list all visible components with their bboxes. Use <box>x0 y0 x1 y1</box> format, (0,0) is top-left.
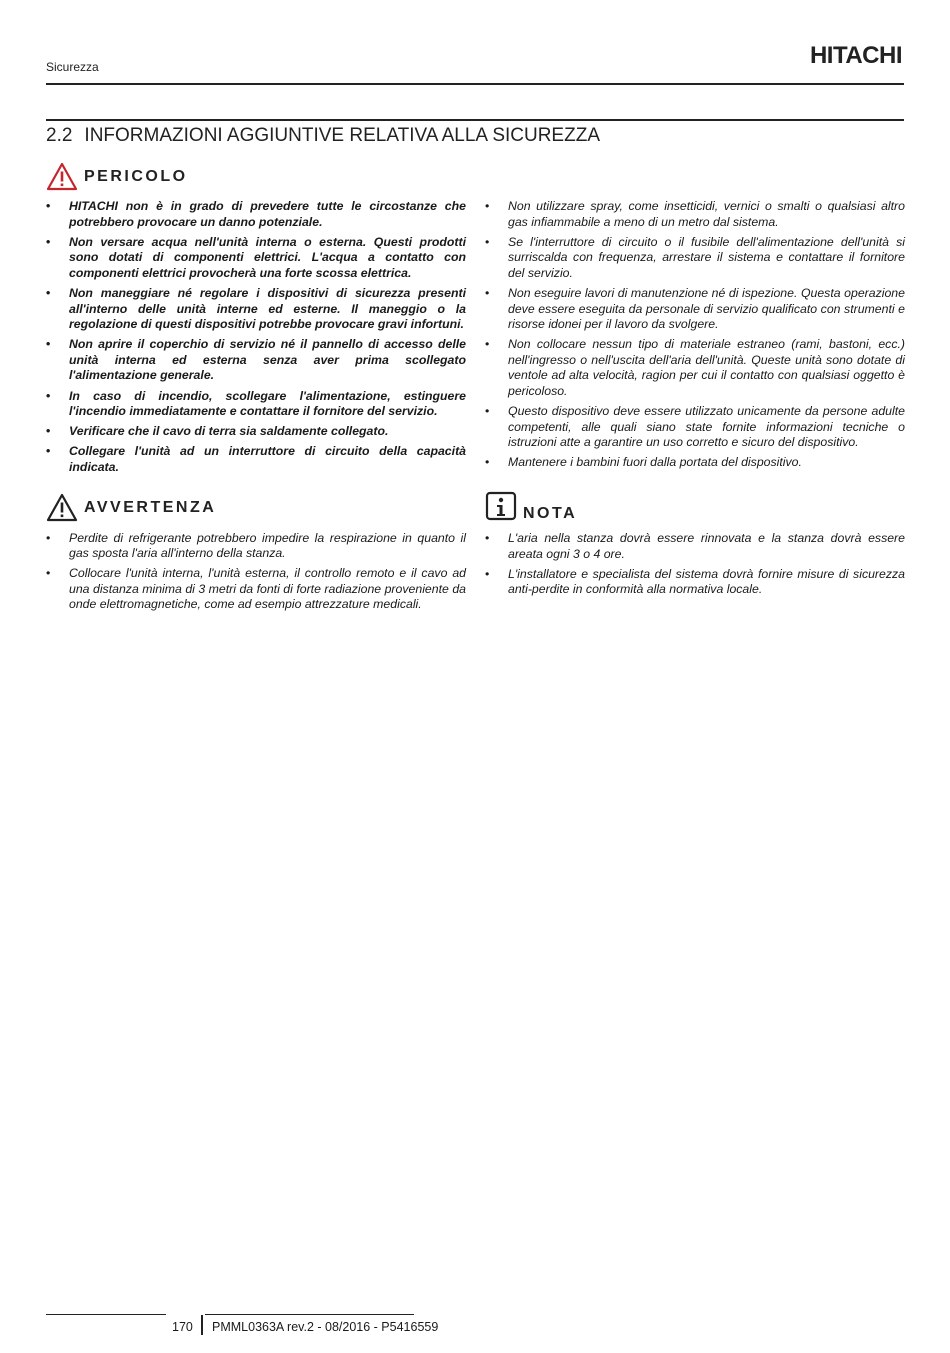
footer-separator <box>201 1315 203 1335</box>
list-item: • Verificare che il cavo di terra sia saldamente collegato. <box>46 424 466 440</box>
section-title-text: INFORMAZIONI AGGIUNTIVE RELATIVA ALLA SICUREZZA <box>84 125 600 146</box>
list-item: • Non collocare nessun tipo di materiale estraneo (rami, bastoni, ecc.) nell'ingresso o nell'uscita dell'aria dell'unità. Queste unità sono dotate di ventole ad alta velocità, ragion per cui il contatto con qualsiasi oggetto è pericoloso. <box>485 337 905 399</box>
list-item: • L'installatore e specialista del sistema dovrà fornire misure di sicurezza anti-perdite in conformità alla normativa locale. <box>485 567 905 598</box>
list-item: • Collegare l'unità ad un interruttore di circuito della capacità indicata. <box>46 444 466 475</box>
list-item: • Non aprire il coperchio di servizio né il pannello di accesso delle unità interna ed esterna senza aver prima scollegato l'alimentazione generale. <box>46 337 466 384</box>
nota-heading <box>485 487 905 527</box>
warning-triangle-icon <box>46 493 78 523</box>
left-column <box>46 160 466 617</box>
section-divider <box>46 119 904 121</box>
list-item: • Non eseguire lavori di manutenzione né di ispezione. Questa operazione deve essere eseguita da personale di servizio qualificato con strumenti e risorse idonei per il lavoro da svolgere. <box>485 286 905 333</box>
list-item: • In caso di incendio, scollegare l'alimentazione, estinguere l'incendio immediatamente e contattare il fornitore del servizio. <box>46 389 466 420</box>
document-reference: PMML0363A rev.2 - 08/2016 - P5416559 <box>212 1320 439 1334</box>
footer-divider-right <box>205 1314 414 1315</box>
list-item: • Mantenere i bambini fuori dalla portata del dispositivo. <box>485 455 905 471</box>
section-number: 2.2 <box>46 125 73 146</box>
avvertenza-heading <box>46 491 466 525</box>
hitachi-logo: HITACHI <box>809 42 902 69</box>
right-list <box>485 199 905 471</box>
nota-title: NOTA <box>523 505 578 522</box>
header-section-label: Sicurezza <box>46 60 99 74</box>
nota-list <box>485 531 905 598</box>
list-item: • Perdite di refrigerante potrebbero impedire la respirazione in quanto il gas sposta l'aria all'interno della stanza. <box>46 531 466 562</box>
avvertenza-list <box>46 531 466 613</box>
right-column <box>485 160 905 602</box>
pericolo-title: PERICOLO <box>84 168 188 185</box>
pericolo-list <box>46 199 466 476</box>
list-item: • L'aria nella stanza dovrà essere rinnovata e la stanza dovrà essere areata ogni 3 o 4 ore. <box>485 531 905 562</box>
pericolo-heading <box>46 160 466 194</box>
list-item: • HITACHI non è in grado di prevedere tutte le circostanze che potrebbero provocare un danno potenziale. <box>46 199 466 230</box>
list-item: • Non maneggiare né regolare i dispositivi di sicurezza presenti all'interno delle unità interne ed esterne. Il maneggio o la regolazione di questi dispositivi potrebbe provocare gravi infortuni. <box>46 286 466 333</box>
section-title <box>46 125 600 147</box>
list-item: • Collocare l'unità interna, l'unità esterna, il controllo remoto e il cavo ad una distanza minima di 3 metri da fonti di forte radiazione proveniente da onde elettromagnetiche, come ad esempio attrezzature medicali. <box>46 566 466 613</box>
header-divider <box>46 83 904 85</box>
info-icon <box>485 491 517 523</box>
warning-triangle-red-icon <box>46 162 78 192</box>
list-item: • Non utilizzare spray, come insetticidi, vernici o smalti o qualsiasi altro gas infiammabile a meno di un metro dal sistema. <box>485 199 905 230</box>
page-number: 170 <box>172 1320 193 1334</box>
avvertenza-title: AVVERTENZA <box>84 498 217 516</box>
footer-divider-left <box>46 1314 166 1315</box>
list-item: • Questo dispositivo deve essere utilizzato unicamente da persone adulte competenti, alle quali siano state fornite informazioni tecniche o istruzioni atte a garantire un uso corretto e sicuro del dispositivo. <box>485 404 905 451</box>
list-item: • Se l'interruttore di circuito o il fusibile dell'alimentazione dell'unità si surriscalda con frequenza, arrestare il sistema e contattare il fornitore del servizio. <box>485 235 905 282</box>
list-item: • Non versare acqua nell'unità interna o esterna. Questi prodotti sono dotati di componenti elettrici. L'acqua a contatto con componenti elettrici provocherà una forte scossa elettrica. <box>46 235 466 282</box>
